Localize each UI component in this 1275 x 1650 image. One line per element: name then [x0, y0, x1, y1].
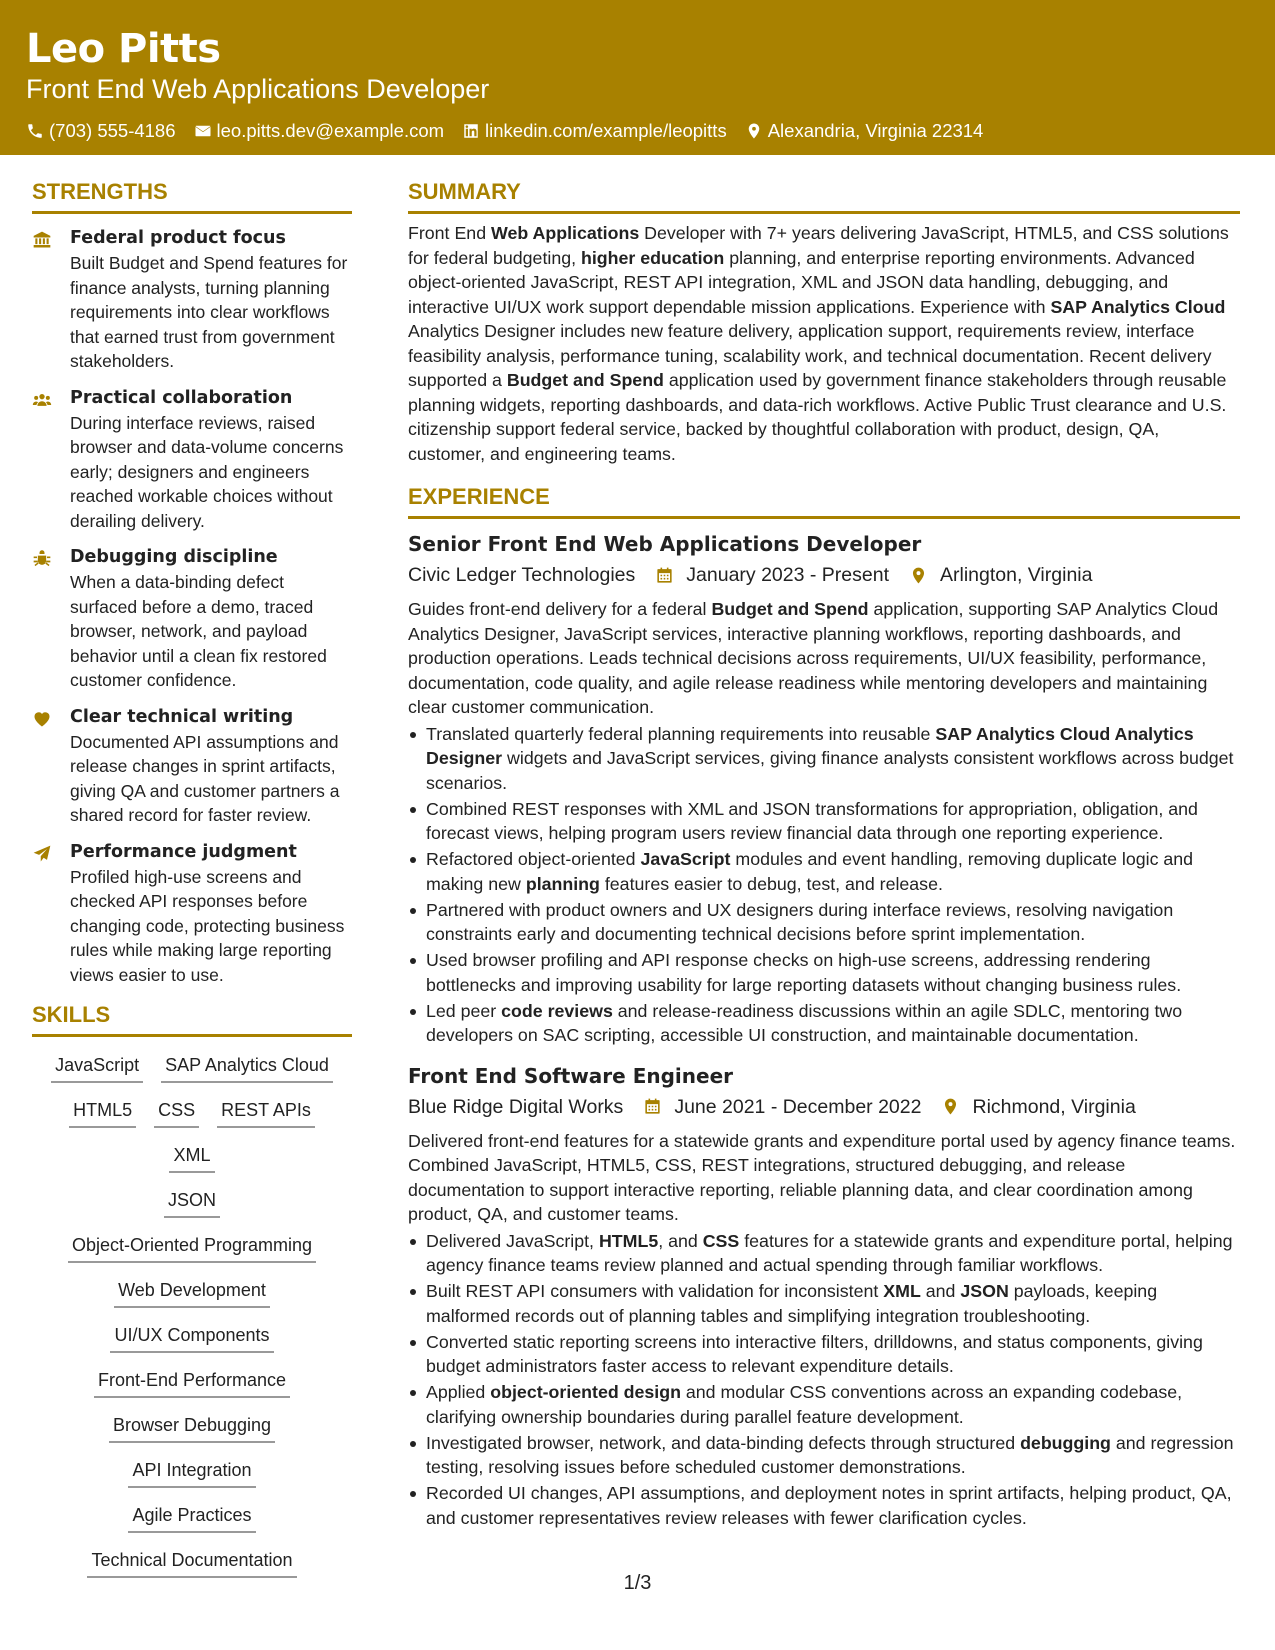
- strength-title: Clear technical writing: [70, 706, 294, 727]
- experience-heading: EXPERIENCE: [408, 483, 1240, 519]
- skill-tag: SAP Analytics Cloud: [161, 1053, 333, 1083]
- skills-list: [32, 1045, 352, 1585]
- skill-tag: Browser Debugging: [109, 1413, 275, 1443]
- bullet-item: Recorded UI changes, API assumptions, and deployment notes in sprint artifacts, helping product, QA, and customer representatives review releases with fewer clarification cycles.: [408, 1481, 1240, 1530]
- skill-tag: JavaScript: [51, 1053, 143, 1083]
- experience-section: [408, 483, 1240, 1530]
- strengths-heading: STRENGTHS: [32, 178, 352, 214]
- bullet-item: Delivered JavaScript, HTML5, and CSS features for a statewide grants and expenditure portal, helping agency finance teams review planned and actual spending through familiar workflows.: [408, 1229, 1240, 1278]
- paper-plane-icon: [32, 844, 52, 864]
- calendar-icon: [655, 566, 674, 585]
- skills-heading: SKILLS: [32, 1001, 352, 1037]
- summary-heading: SUMMARY: [408, 178, 1240, 214]
- users-icon: [32, 390, 52, 410]
- map-pin-icon: [909, 566, 928, 585]
- strength-title: Practical collaboration: [70, 387, 293, 408]
- bullet-item: Converted static reporting screens into interactive filters, drilldowns, and status components, giving budget administrators faster access to relevant expenditure details.: [408, 1330, 1240, 1379]
- bullet-item: Used browser profiling and API response checks on high-use screens, addressing rendering bottlenecks and improving usability for large reporting datasets without changing business rules.: [408, 948, 1240, 997]
- skill-tag: Front-End Performance: [94, 1368, 290, 1398]
- map-pin-icon: [745, 122, 763, 140]
- strength-text: Built Budget and Spend features for finance analysts, turning planning requirements into clear workflows that earned trust from government stakeholders.: [70, 253, 348, 371]
- strengths-list: [32, 226, 352, 987]
- bullet-item: Led peer code reviews and release-readiness discussions within an agile SDLC, mentoring two developers on SAC scripting, accessible UI construction, and maintainable documentation.: [408, 999, 1240, 1048]
- skill-tag: CSS: [154, 1098, 199, 1128]
- contact-linkedin[interactable]: [462, 118, 727, 144]
- strength-text: Documented API assumptions and release changes in sprint artifacts, giving QA and customer partners a shared record for faster review.: [70, 731, 340, 825]
- page-number: [0, 1572, 1275, 1595]
- skills-section: [32, 1001, 352, 1585]
- bullet-item: Translated quarterly federal planning requirements into reusable SAP Analytics Cloud Analytics Designer widgets and JavaScript services, giving finance analysts consistent workflows across budget scenarios.: [408, 722, 1240, 796]
- phone-icon: [26, 122, 44, 140]
- bug-icon: [32, 549, 52, 569]
- email-text: leo.pitts.dev@example.com: [216, 120, 445, 141]
- summary-text: Front End Web Applications Developer with 7+ years delivering JavaScript, HTML5, and CSS solutions for federal budgeting, higher education planning, and enterprise reporting environments. Advanced object-oriented JavaScript, REST API integration, XML and JSON data handling, debugging, and interactive UI/UX work support dependable mission applications. Experience with SAP Analytics Cloud Analytics Designer includes new feature delivery, application support, requirements review, interface feasibility analysis, performance tuning, scalability work, and technical documentation. Recent delivery supported a Budget and Spend application used by government finance stakeholders through reusable planning widgets, reporting dashboards, and data-rich workflows. Active Public Trust clearance and U.S. citizenship support federal service, backed by thoughtful collaboration with product, design, QA, customer, and engineering teams.: [408, 223, 1229, 464]
- job-location: Richmond, Virginia: [972, 1095, 1136, 1118]
- job-title: Senior Front End Web Applications Developer: [408, 532, 922, 556]
- candidate-role: Front End Web Applications Developer: [26, 74, 490, 104]
- job-bullets: [408, 1229, 1240, 1531]
- job-company: Blue Ridge Digital Works: [408, 1095, 624, 1118]
- skill-tag: UI/UX Components: [110, 1323, 273, 1353]
- page-number-text: 1/3: [623, 1572, 652, 1594]
- bullet-item: Built REST API consumers with validation for inconsistent XML and JSON payloads, keeping malformed records out of planning tables and simplifying integration troubleshooting.: [408, 1279, 1240, 1328]
- contact-bar: [26, 118, 1249, 144]
- skill-tag: Web Development: [114, 1278, 270, 1308]
- landmark-icon: [32, 230, 52, 250]
- bullet-item: Partnered with product owners and UX designers during interface reviews, resolving navigation constraints early and documenting technical decisions before sprint implementation.: [408, 898, 1240, 947]
- linkedin-text: linkedin.com/example/leopitts: [485, 120, 727, 141]
- candidate-name: Leo Pitts: [26, 26, 221, 72]
- strength-item: [32, 386, 352, 534]
- skill-tag: HTML5: [69, 1098, 136, 1128]
- right-column: [408, 178, 1240, 1532]
- job-dates: January 2023 - Present: [686, 564, 889, 586]
- job-entry: [408, 1062, 1240, 1531]
- strength-item: [32, 840, 352, 988]
- strength-title: Performance judgment: [70, 841, 297, 862]
- skill-tag: XML: [169, 1143, 214, 1173]
- contact-location: [745, 118, 984, 144]
- job-description: Guides front-end delivery for a federal Budget and Spend application, supporting SAP Analytics Cloud Analytics Designer, JavaScript services, interactive planning workflows, reporting dashboards, and production operations. Leads technical decisions across requirements, UI/UX feasibility, performance, documentation, code quality, and agile release readiness while mentoring developers and maintaining clear customer communication.: [408, 599, 1219, 717]
- strength-text: During interface reviews, raised browser and data-volume concerns early; designers and engineers reached workable choices without derailing delivery.: [70, 412, 344, 531]
- bullet-item: Investigated browser, network, and data-binding defects through structured debugging and regression testing, resolving issues before scheduled customer demonstrations.: [408, 1431, 1240, 1480]
- job-entry: [408, 530, 1240, 1048]
- location-text: Alexandria, Virginia 22314: [767, 120, 984, 141]
- skill-tag: Technical Documentation: [87, 1548, 296, 1578]
- heart-icon: [32, 709, 52, 729]
- strength-title: Federal product focus: [70, 228, 286, 248]
- strength-item: [32, 226, 352, 374]
- bullet-item: Refactored object-oriented JavaScript modules and event handling, removing duplicate logic and making new planning features easier to debug, test, and release.: [408, 847, 1240, 896]
- strength-item: [32, 705, 352, 828]
- job-bullets: [408, 722, 1240, 1048]
- envelope-icon: [194, 122, 212, 140]
- calendar-icon: [643, 1097, 662, 1116]
- skill-tag: JSON: [164, 1188, 220, 1218]
- job-meta: [408, 560, 1240, 590]
- skill-tag: Agile Practices: [128, 1503, 255, 1533]
- job-meta: [408, 1092, 1240, 1122]
- job-dates: June 2021 - December 2022: [674, 1095, 922, 1118]
- skill-tag: API Integration: [128, 1458, 255, 1488]
- skill-tag: REST APIs: [217, 1098, 315, 1128]
- strength-text: Profiled high-use screens and checked API responses before changing code, protecting business rules while making large reporting views easier to use.: [70, 866, 345, 985]
- job-company: Civic Ledger Technologies: [408, 564, 636, 586]
- strength-item: [32, 545, 352, 693]
- strength-text: When a data-binding defect surfaced before a demo, traced browser, network, and payload behavior until a clean fix restored customer confidence.: [70, 572, 327, 690]
- job-location: Arlington, Virginia: [939, 564, 1093, 586]
- bullet-item: Combined REST responses with XML and JSON transformations for appropriation, obligation, and forecast views, helping program users review financial data through one reporting experience.: [408, 797, 1240, 846]
- strength-title: Debugging discipline: [70, 547, 278, 567]
- linkedin-icon: [462, 122, 480, 140]
- contact-phone[interactable]: [26, 118, 176, 144]
- skill-tag: Object-Oriented Programming: [68, 1233, 316, 1263]
- bullet-item: Applied object-oriented design and modular CSS conventions across an expanding codebase, clarifying ownership boundaries during parallel feature development.: [408, 1380, 1240, 1429]
- phone-text: (703) 555-4186: [49, 120, 176, 141]
- left-column: [32, 178, 352, 1585]
- contact-email[interactable]: [194, 118, 445, 144]
- resume-header: [0, 0, 1275, 155]
- job-description: Delivered front-end features for a statewide grants and expenditure portal used by agency finance teams. Combined JavaScript, HTML5, CSS, REST integrations, structured debugging, and release documentation to support interactive reporting, reliable planning data, and clear coordination among product, QA, and customer teams.: [408, 1130, 1236, 1224]
- job-title: Front End Software Engineer: [408, 1063, 733, 1088]
- map-pin-icon: [941, 1097, 960, 1116]
